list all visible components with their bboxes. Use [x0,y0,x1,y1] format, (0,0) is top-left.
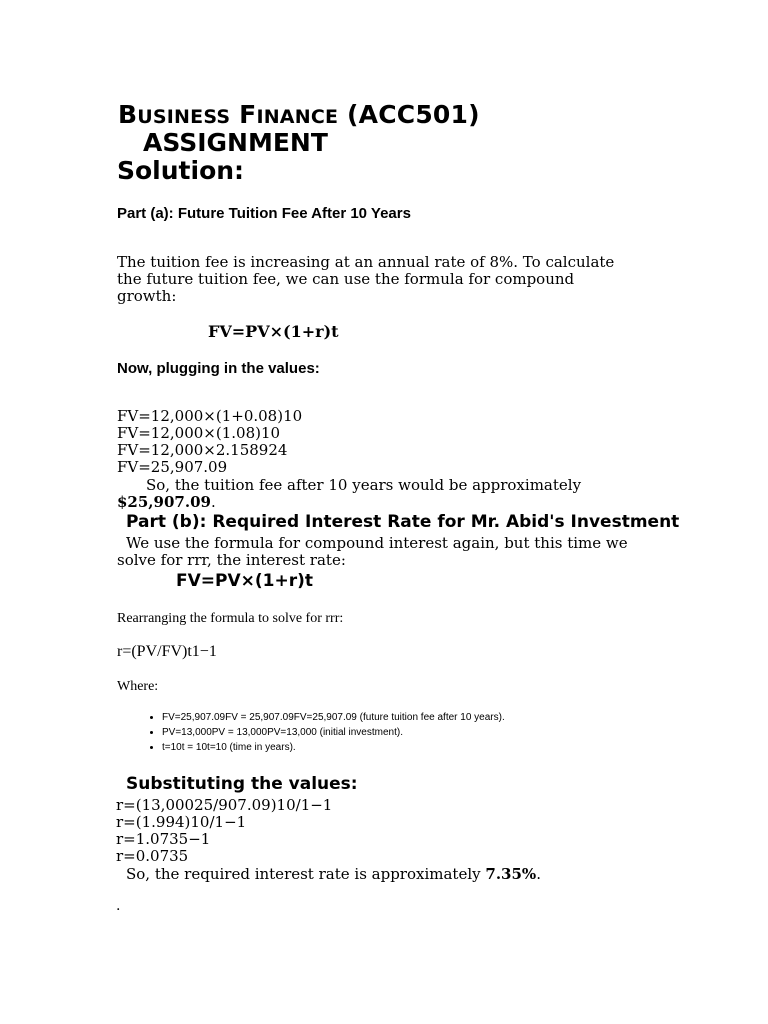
future-value-formula: FV=PV×(1+r)t [208,322,339,341]
part-b-conclusion: So, the required interest rate is approximately 7.35%. [126,865,541,883]
part-a-conclusion: So, the tuition fee after 10 years would be approximately [146,476,582,494]
compound-interest-formula: FV=PV×(1+r)t [176,571,313,591]
list-item: • PV=13,000PV = 13,000PV=13,000 (initial investment). [162,725,505,740]
trailing-period: . [116,898,121,914]
part-b-result-value: 7.35% [485,865,537,883]
subst-line-3: r=1.0735−1 [116,830,211,848]
rate-formula: r=(PV/FV)t1−1 [117,643,217,660]
list-item: • t=10t = 10t=10 (time in years). [162,740,505,755]
substituting-heading: Substituting the values: [126,774,358,794]
solution-heading: Solution: [117,156,245,185]
part-a-intro-line-1: The tuition fee is increasing at an annual rate of 8%. To calculate [117,253,615,271]
where-label: Where: [117,679,159,694]
calc-line-2: FV=12,000×(1.08)10 [117,424,281,442]
assignment-heading: ASSIGNMENT [143,128,328,157]
subst-line-2: r=(1.994)10/1−1 [116,813,247,831]
part-b-heading: Part (b): Required Interest Rate for Mr. Abid's Investment [126,512,680,532]
part-a-result-value: $25,907.09 [117,493,211,511]
document-title: BUSINESS FINANCE (ACC501) [118,100,480,129]
part-b-intro-line-1: We use the formula for compound interest again, but this time we [126,534,628,552]
part-a-result: $25,907.09. [117,493,216,511]
calc-line-3: FV=12,000×2.158924 [117,441,288,459]
subst-line-4: r=0.0735 [116,847,189,865]
part-a-intro-line-2: the future tuition fee, we can use the formula for compound [117,270,575,288]
variable-definitions-list [140,710,505,755]
subst-line-1: r=(13,00025/907.09)10/1−1 [116,796,333,814]
calc-line-4: FV=25,907.09 [117,458,228,476]
rearranging-text: Rearranging the formula to solve for rrr: [117,611,344,626]
part-a-heading: Part (a): Future Tuition Fee After 10 Years [117,205,411,222]
part-b-intro-line-2: solve for rrr, the interest rate: [117,551,346,569]
calc-line-1: FV=12,000×(1+0.08)10 [117,407,303,425]
list-item: • FV=25,907.09FV = 25,907.09FV=25,907.09 (future tuition fee after 10 years). [162,710,505,725]
plugging-values-heading: Now, plugging in the values: [117,360,320,377]
part-a-intro-line-3: growth: [117,287,177,305]
